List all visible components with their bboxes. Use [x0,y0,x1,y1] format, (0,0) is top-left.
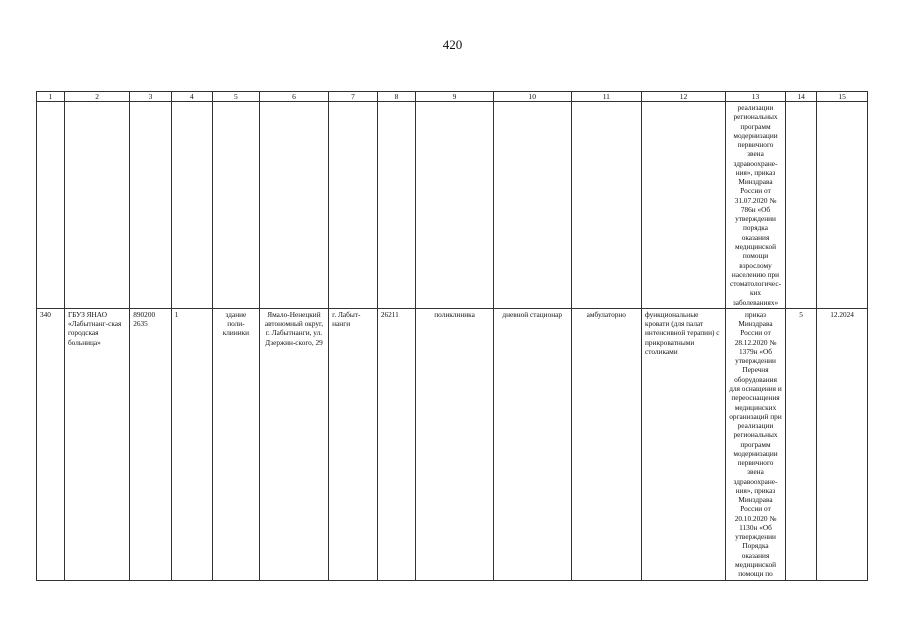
deadline-cell: 12.2024 [817,308,868,580]
department-cell: дневной стационар [493,308,571,580]
address-cell: Ямало-Ненецкий автономный округ, г. Лабытнанги, ул. Дзержин-ского, 29 [259,308,328,580]
table-cell [817,102,868,309]
column-header: 10 [493,92,571,102]
column-header: 2 [64,92,129,102]
column-header: 13 [725,92,785,102]
locality-cell: г. Лабыт-нанги [329,308,378,580]
table-cell [493,102,571,309]
column-header: 3 [130,92,171,102]
column-header: 5 [213,92,260,102]
column-header: 15 [817,92,868,102]
column-header: 6 [259,92,328,102]
column-header: 14 [786,92,817,102]
table-cell [37,102,65,309]
inn-cell: 890200 2635 [130,308,171,580]
table-cell [259,102,328,309]
table-row [37,308,868,580]
table-cell [786,102,817,309]
column-header: 8 [377,92,415,102]
column-number-header-row [37,92,868,102]
page-number: 420 [442,37,463,52]
column-header: 7 [329,92,378,102]
equipment-table [36,91,868,581]
table-cell [571,102,641,309]
table-row-continuation [37,102,868,309]
table-cell [130,102,171,309]
building-count-cell: 1 [171,308,212,580]
organization-cell: ГБУЗ ЯНАО «Лабытнанг-ская городская больница» [64,308,129,580]
table-cell [377,102,415,309]
unit-type-cell: поликлиника [416,308,494,580]
quantity-cell: 5 [786,308,817,580]
row-number-cell: 340 [37,308,65,580]
table-cell [642,102,726,309]
regulation-basis-cell: приказ Минздрава России от 28.12.2020 № 1379н «Об утверждении Перечня оборудования для оснащения и переоснащения медицинских организаций при реализации региональных программ модернизации первичного звена здравоохране-ния», приказ Минздрава России от 20.10.2020 № 1130н «Об утверждении Порядка оказания медицинской помощи по [725,308,785,580]
table-cell [329,102,378,309]
table-cell [64,102,129,309]
code-cell: 26211 [377,308,415,580]
table-cell [171,102,212,309]
table-cell [416,102,494,309]
regulation-basis-cell: реализации региональных программ модернизации первичного звена здравоохране-ния», приказ Минздрава России от 31.07.2020 № 786н «Об утверждении порядка оказания медицинской помощи взрослому населению при стоматологичес-ких заболеваниях» [725,102,785,309]
equipment-cell: функциональные кровати (для палат интенсивной терапии) с прикроватными столиками [642,308,726,580]
column-header: 12 [642,92,726,102]
column-header: 11 [571,92,641,102]
column-header: 4 [171,92,212,102]
column-header: 1 [37,92,65,102]
building-type-cell: здание поли-клиники [213,308,260,580]
column-header: 9 [416,92,494,102]
care-form-cell: амбулаторно [571,308,641,580]
table-cell [213,102,260,309]
